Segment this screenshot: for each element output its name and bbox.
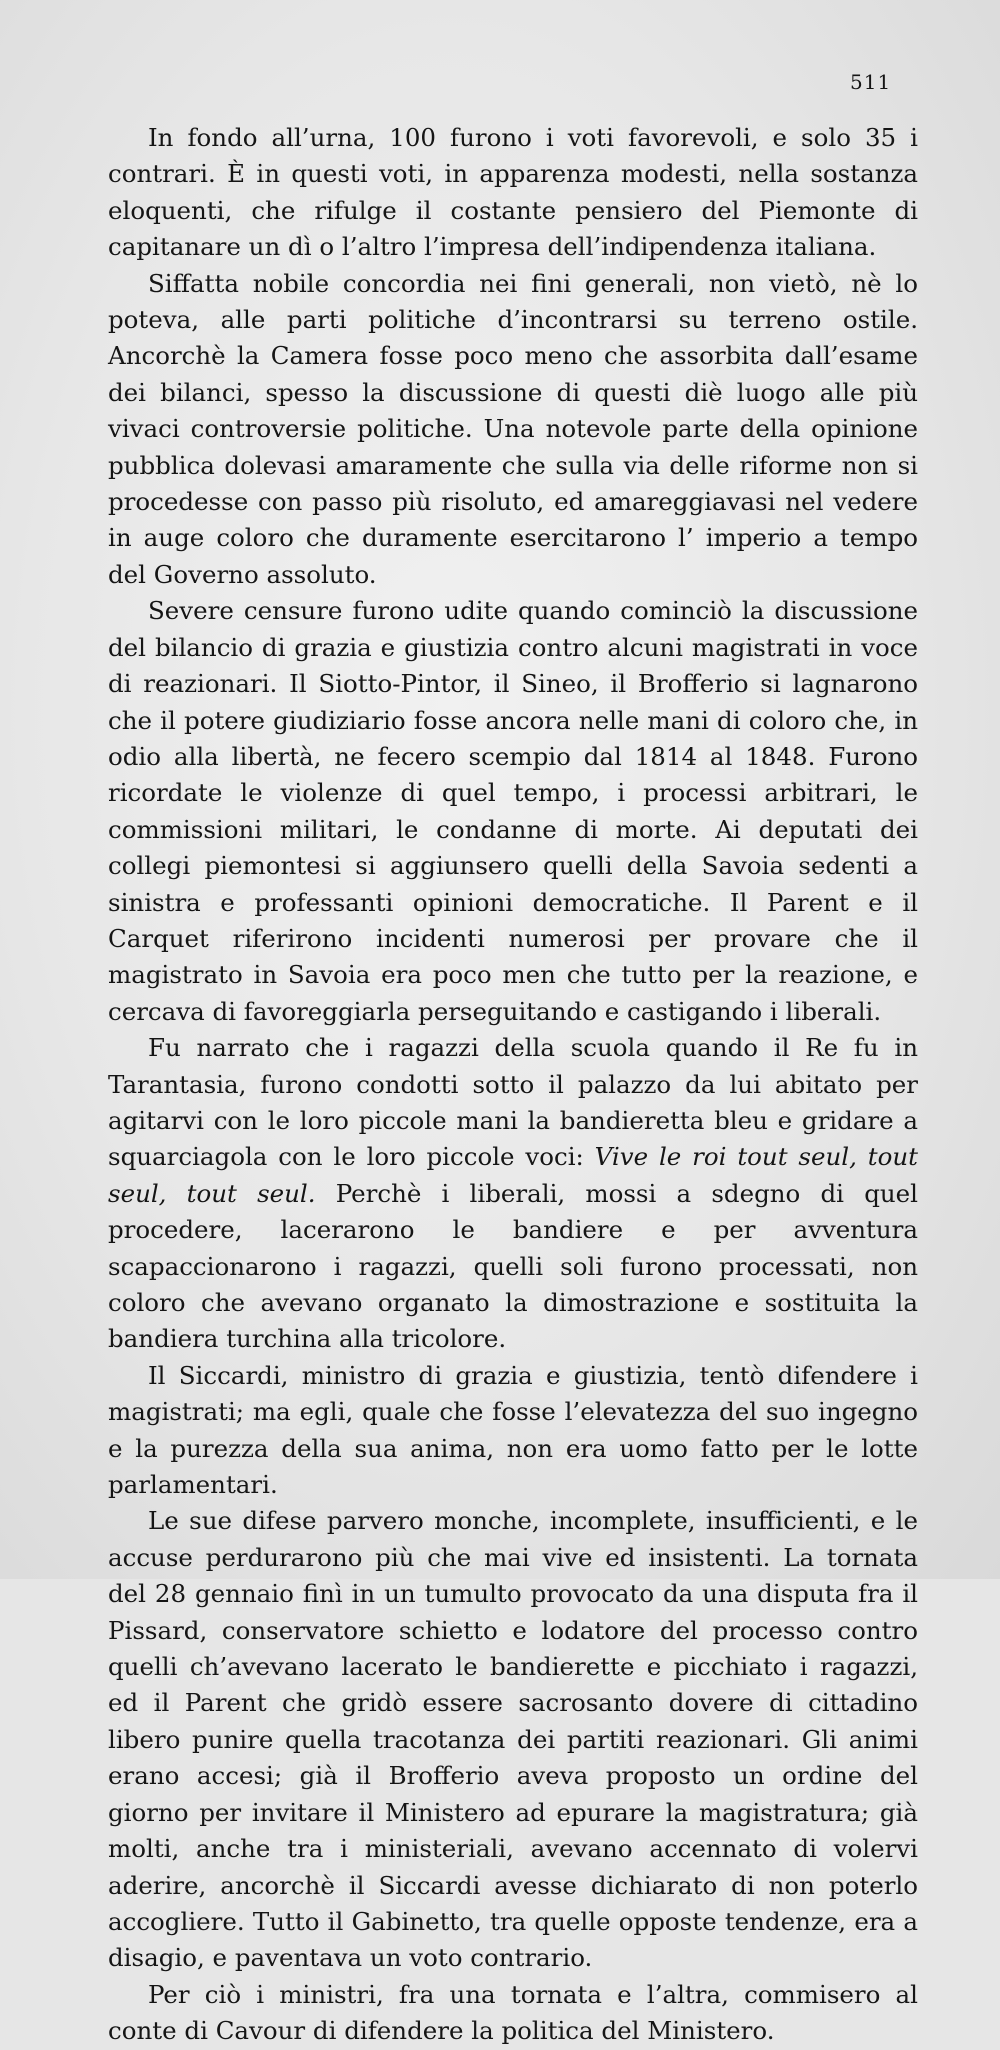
paragraph-text: Per ciò i ministri, fra una tornata e l’altra, commisero al conte di Cavour di difendere la politica del Ministero. (108, 1979, 918, 2046)
page-number: 511 (850, 70, 892, 94)
paragraph (108, 1977, 918, 2050)
paragraph (108, 120, 918, 266)
body-text (108, 120, 918, 2050)
paragraph-text: In fondo all’urna, 100 furono i voti favorevoli, e solo 35 i contrari. È in questi voti, in apparenza modesti, nella sostanza eloquenti, che rifulge il costante pensiero del Piemonte di capitanare un dì o l’altro l’impresa dell’indipendenza italiana. (108, 123, 918, 262)
paragraph (108, 593, 918, 1030)
paragraph-text: Fu narrato che i ragazzi della scuola quando il Re fu in Tarantasia, furono condotti sotto il palazzo da lui abitato per agitarvi con le loro piccole mani la bandieretta bleu e gridare a squarciagola con le loro piccole voci: (108, 1033, 918, 1172)
paragraph-text: Perchè i liberali, mossi a sdegno di quel procedere, lacerarono le bandiere e per avventura scapaccionarono i ragazzi, quelli soli furono processati, non coloro che avevano organato la dimostrazione e sostituita la bandiera turchina alla tricolore. (108, 1178, 918, 1354)
paragraph-text: Severe censure furono udite quando cominciò la discussione del bilancio di grazia e giustizia contro alcuni magistrati in voce di reazionari. Il Siotto-Pintor, il Sineo, il Brofferio si lagnarono che il potere giudiziario fosse ancora nelle mani di coloro che, in odio alla libertà, ne fecero scempio dal 1814 al 1848. Furono ricordate le violenze di quel tempo, i processi arbitrari, le commissioni militari, le condanne di morte. Ai deputati dei collegi piemontesi si aggiunsero quelli della Savoia sedenti a sinistra e professanti opinioni democratiche. Il Parent e il Carquet riferirono incidenti numerosi per provare che il magistrato in Savoia era poco men che tutto per la reazione, e cercava di favoreggiarla perseguitando e castigando i liberali. (108, 596, 918, 1026)
paragraph-text: Le sue difese parvero monche, incomplete, insufficienti, e le accuse perdurarono più che mai vive ed insistenti. La tornata del 28 gennaio finì in un tumulto provocato da una disputa fra il Pissard, conservatore schietto e lodatore del processo contro quelli ch’avevano lacerato le bandierette e picchiato i ragazzi, ed il Parent che gridò essere sacrosanto dovere di cittadino libero punire quella tracotanza dei partiti reazionari. Gli animi erano accesi; già il Brofferio aveva proposto un ordine del giorno per invitare il Ministero ad epurare la magistratura; già molti, anche tra i ministeriali, avevano accennato di volervi aderire, ancorchè il Siccardi avesse dichiarato di non poterlo accogliere. Tutto il Gabinetto, tra quelle opposte tendenze, era a disagio, e paventava un voto contrario. (108, 1506, 918, 1973)
paragraph-text: Il Siccardi, ministro di grazia e giustizia, tentò difendere i magistrati; ma egli, quale che fosse l’elevatezza del suo ingegno e la purezza della sua anima, non era uomo fatto per le lotte parlamentari. (108, 1360, 918, 1500)
paragraph-text: Siffatta nobile concordia nei fini generali, non vietò, nè lo poteva, alle parti politiche d’incontrarsi su terreno ostile. Ancorchè la Camera fosse poco meno che assorbita dall’esame dei bilanci, spesso la discussione di questi diè luogo alle più vivaci controversie politiche. Una notevole parte della opinione pubblica dolevasi amaramente che sulla via delle riforme non si procedesse con passo più risoluto, ed amareggiavasi nel vedere in auge coloro che duramente esercitarono l’ imperio a tempo del Governo assoluto. (108, 268, 918, 589)
paragraph (108, 1030, 918, 1358)
italic-quote: Vive le roi tout seul, tout seul, tout seul. (108, 1142, 918, 1208)
paragraph (108, 266, 918, 594)
paragraph (108, 1358, 918, 1504)
paragraph (108, 1503, 918, 1976)
